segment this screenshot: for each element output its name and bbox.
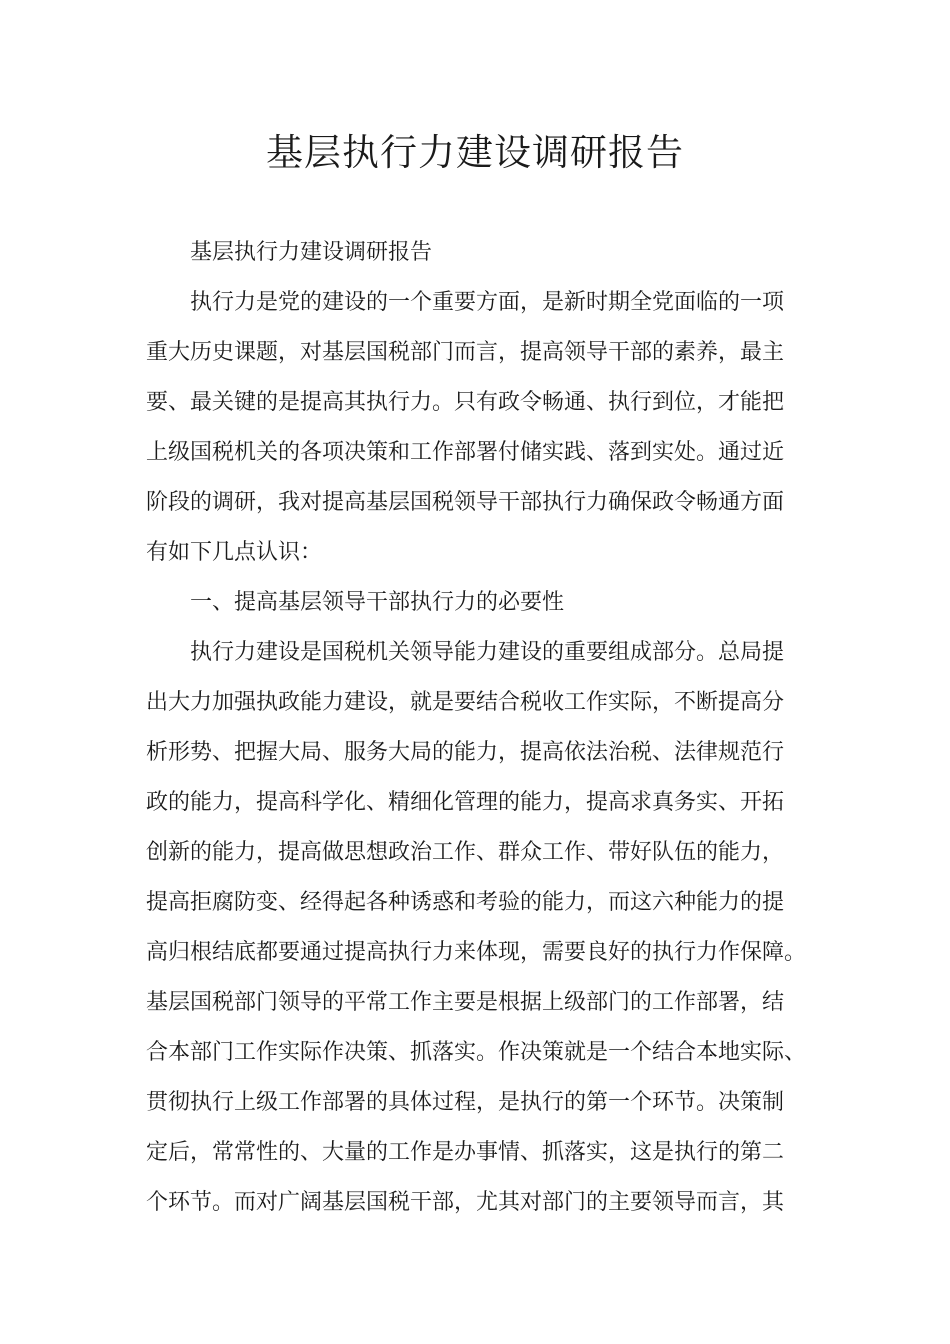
text-line: 定后，常常性的、大量的工作是办事情、抓落实，这是执行的第二 <box>146 1140 785 1165</box>
text-line: 政的能力，提高科学化、精细化管理的能力，提高求真务实、开拓 <box>146 790 785 815</box>
paragraph-subtitle <box>146 228 836 278</box>
text-line: 上级国税机关的各项决策和工作部署付储实践、落到实处。通过近 <box>146 440 785 465</box>
text-line: 高归根结底都要通过提高执行力来体现，需要良好的执行力作保障。 <box>146 940 807 965</box>
text-line: 执行力是党的建设的一个重要方面，是新时期全党面临的一项 <box>190 290 785 315</box>
text-line: 贯彻执行上级工作部署的具体过程，是执行的第一个环节。决策制 <box>146 1090 785 1115</box>
text-line: 合本部门工作实际作决策、抓落实。作决策就是一个结合本地实际、 <box>146 1040 807 1065</box>
section-heading <box>146 578 836 628</box>
text-line: 创新的能力，提高做思想政治工作、群众工作、带好队伍的能力， <box>146 840 785 865</box>
text-line: 基层执行力建设调研报告 <box>190 240 433 265</box>
text-line: 要、最关键的是提高其执行力。只有政令畅通、执行到位，才能把 <box>146 390 785 415</box>
text-line: 重大历史课题，对基层国税部门而言，提高领导干部的素养，最主 <box>146 340 785 365</box>
text-line: 执行力建设是国税机关领导能力建设的重要组成部分。总局提 <box>190 640 785 665</box>
document-body <box>146 228 836 1228</box>
paragraph-intro <box>146 278 836 578</box>
text-line: 出大力加强执政能力建设，就是要结合税收工作实际，不断提高分 <box>146 690 785 715</box>
document-title: 基层执行力建设调研报告 <box>266 131 684 174</box>
text-line: 提高拒腐防变、经得起各种诱惑和考验的能力，而这六种能力的提 <box>146 890 785 915</box>
text-line: 个环节。而对广阔基层国税干部，尤其对部门的主要领导而言，其 <box>146 1190 785 1215</box>
text-line: 一、提高基层领导干部执行力的必要性 <box>190 590 565 615</box>
text-line: 阶段的调研，我对提高基层国税领导干部执行力确保政令畅通方面 <box>146 490 785 515</box>
paragraph-body <box>146 628 836 1228</box>
text-line: 有如下几点认识： <box>146 540 323 565</box>
text-line: 析形势、把握大局、服务大局的能力，提高依法治税、法律规范行 <box>146 740 785 765</box>
text-line: 基层国税部门领导的平常工作主要是根据上级部门的工作部署，结 <box>146 990 785 1015</box>
